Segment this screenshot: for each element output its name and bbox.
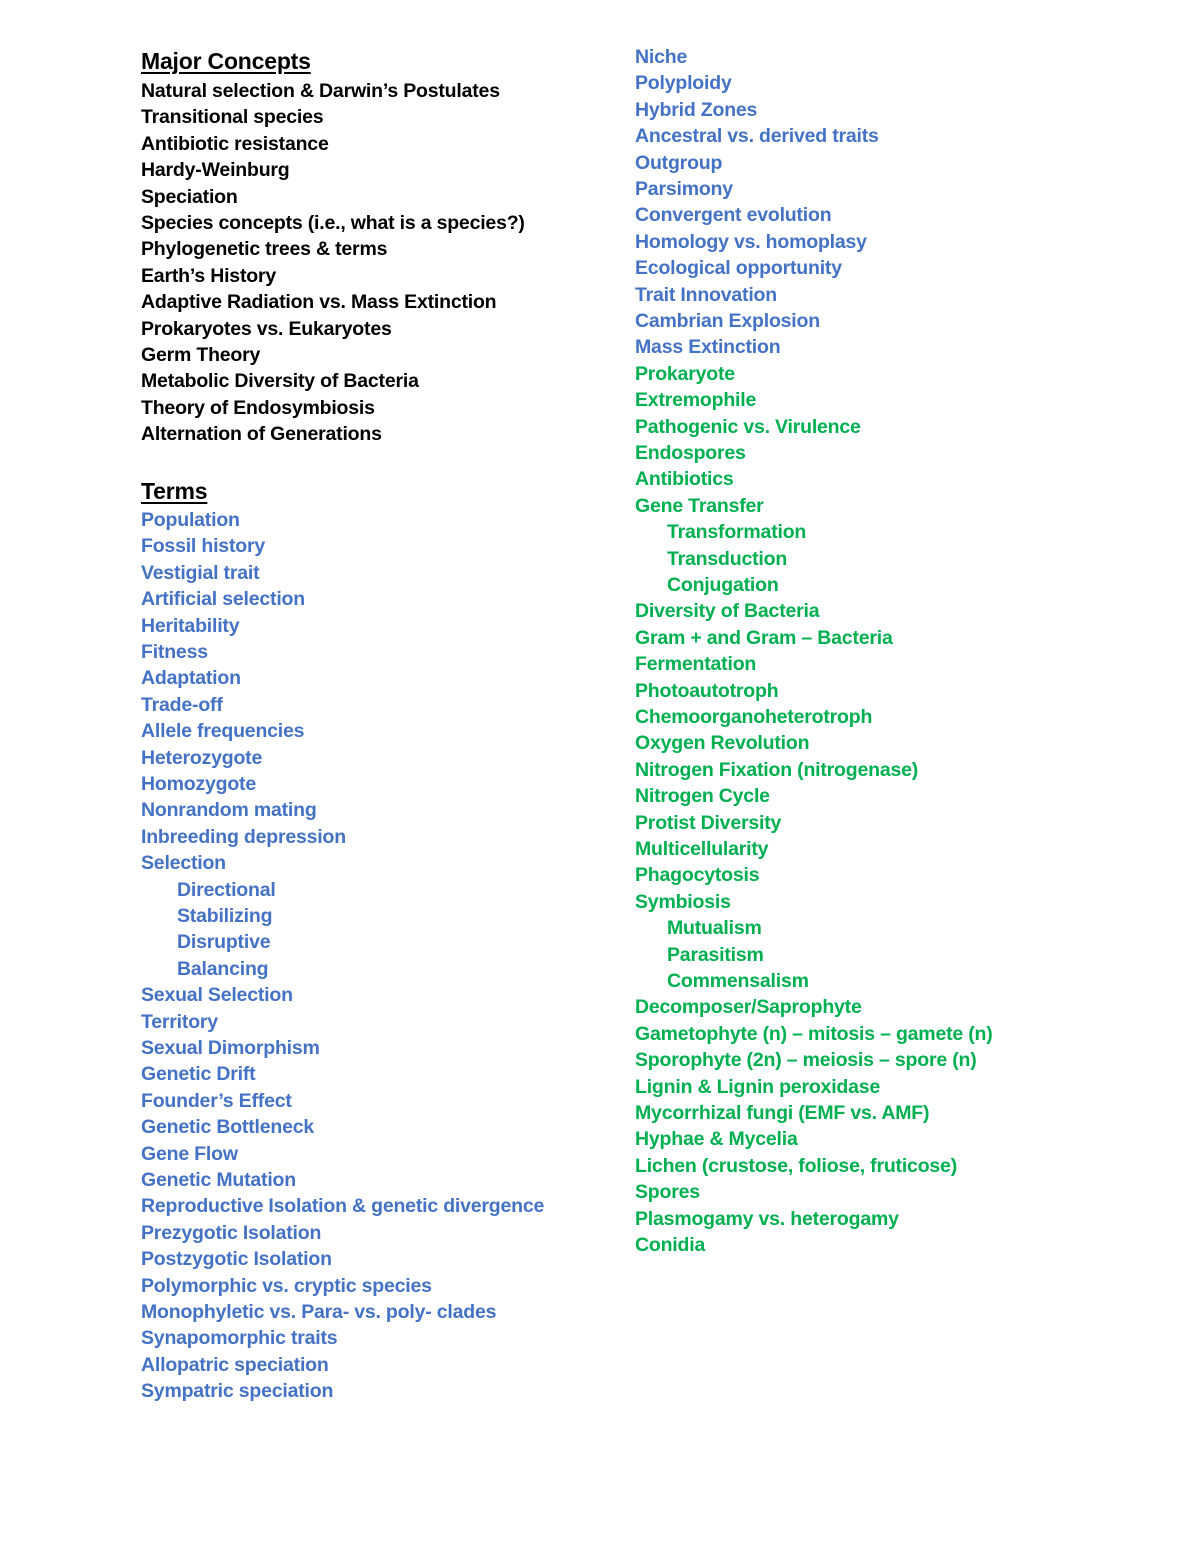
concept-item: Species concepts (i.e., what is a species?) bbox=[141, 212, 525, 234]
term-item: Inbreeding depression bbox=[141, 825, 346, 848]
term-item: Mass Extinction bbox=[635, 336, 781, 359]
term-item: Monophyletic vs. Para- vs. poly- clades bbox=[141, 1301, 497, 1323]
concept-item: Antibiotic resistance bbox=[141, 132, 329, 155]
term-item: Decomposer/Saprophyte bbox=[635, 996, 862, 1019]
term-item: Phagocytosis bbox=[635, 864, 760, 887]
term-item: Lignin & Lignin peroxidase bbox=[635, 1075, 881, 1098]
term-item: Outgroup bbox=[635, 151, 723, 174]
term-item: Balancing bbox=[177, 957, 269, 980]
term-item: Reproductive Isolation & genetic divergence bbox=[141, 1195, 545, 1218]
major-concepts-heading: Major Concepts bbox=[141, 48, 311, 74]
term-item: Genetic Drift bbox=[141, 1063, 256, 1086]
term-item: Oxygen Revolution bbox=[635, 732, 810, 755]
term-item: Ancestral vs. derived traits bbox=[635, 125, 879, 148]
term-item: Founder’s Effect bbox=[141, 1089, 292, 1112]
term-item: Conjugation bbox=[667, 574, 779, 596]
term-item: Endospores bbox=[635, 442, 746, 464]
term-item: Pathogenic vs. Virulence bbox=[635, 415, 861, 438]
term-item: Sporophyte (2n) – meiosis – spore (n) bbox=[635, 1049, 977, 1072]
concept-item: Prokaryotes vs. Eukaryotes bbox=[141, 317, 392, 340]
term-item: Niche bbox=[635, 46, 688, 68]
term-item: Fermentation bbox=[635, 653, 757, 676]
concept-item: Adaptive Radiation vs. Mass Extinction bbox=[141, 291, 497, 314]
term-item: Protist Diversity bbox=[635, 811, 782, 834]
term-item: Synapomorphic traits bbox=[141, 1327, 338, 1350]
term-item: Multicellularity bbox=[635, 838, 769, 860]
term-item: Gram + and Gram – Bacteria bbox=[635, 626, 893, 649]
term-item: Sympatric speciation bbox=[141, 1380, 334, 1403]
term-item: Hybrid Zones bbox=[635, 98, 758, 121]
term-item: Stabilizing bbox=[177, 905, 273, 927]
term-item: Mutualism bbox=[667, 917, 762, 940]
term-item: Trade-off bbox=[141, 693, 223, 716]
term-item: Vestigial trait bbox=[141, 561, 260, 584]
term-item: Allopatric speciation bbox=[141, 1353, 329, 1376]
term-item: Transformation bbox=[667, 521, 807, 544]
term-item: Prezygotic Isolation bbox=[141, 1221, 322, 1244]
term-item: Conidia bbox=[635, 1234, 706, 1256]
term-item: Heritability bbox=[141, 614, 240, 637]
concept-item: Speciation bbox=[141, 185, 238, 208]
term-item: Homology vs. homoplasy bbox=[635, 230, 867, 253]
term-item: Cambrian Explosion bbox=[635, 310, 820, 332]
term-item: Adaptation bbox=[141, 667, 241, 690]
term-item: Fossil history bbox=[141, 535, 265, 558]
term-item: Photoautotroph bbox=[635, 679, 779, 702]
term-item: Nitrogen Fixation (nitrogenase) bbox=[635, 758, 919, 781]
term-item: Polyploidy bbox=[635, 72, 732, 95]
term-item: Homozygote bbox=[141, 773, 257, 795]
term-item: Chemoorganoheterotroph bbox=[635, 706, 873, 728]
concept-item: Germ Theory bbox=[141, 344, 261, 366]
term-item: Artificial selection bbox=[141, 588, 305, 611]
term-item: Prokaryote bbox=[635, 362, 735, 385]
term-item: Spores bbox=[635, 1181, 700, 1204]
terms-heading: Terms bbox=[141, 478, 208, 504]
term-item: Antibiotics bbox=[635, 468, 734, 491]
term-item: Gene Flow bbox=[141, 1142, 238, 1165]
term-item: Hyphae & Mycelia bbox=[635, 1128, 798, 1151]
term-item: Polymorphic vs. cryptic species bbox=[141, 1274, 432, 1297]
term-item: Mycorrhizal fungi (EMF vs. AMF) bbox=[635, 1102, 930, 1124]
term-item: Parsimony bbox=[635, 178, 733, 200]
term-item: Allele frequencies bbox=[141, 720, 305, 743]
term-item: Selection bbox=[141, 852, 226, 875]
term-item: Lichen (crustose, foliose, fruticose) bbox=[635, 1154, 957, 1177]
term-item: Fitness bbox=[141, 641, 208, 663]
term-item: Commensalism bbox=[667, 970, 809, 992]
term-item: Nonrandom mating bbox=[141, 799, 317, 822]
term-item: Directional bbox=[177, 878, 276, 901]
term-item: Disruptive bbox=[177, 931, 271, 954]
term-item: Genetic Mutation bbox=[141, 1169, 296, 1191]
term-item: Territory bbox=[141, 1010, 218, 1033]
term-item: Genetic Bottleneck bbox=[141, 1116, 315, 1139]
concept-item: Theory of Endosymbiosis bbox=[141, 396, 375, 419]
term-item: Sexual Selection bbox=[141, 984, 293, 1007]
term-item: Symbiosis bbox=[635, 890, 731, 913]
term-item: Parasitism bbox=[667, 943, 764, 966]
term-item: Convergent evolution bbox=[635, 204, 832, 227]
concept-item: Transitional species bbox=[141, 106, 324, 129]
term-item: Transduction bbox=[667, 547, 788, 570]
term-item: Heterozygote bbox=[141, 746, 263, 769]
term-item: Plasmogamy vs. heterogamy bbox=[635, 1207, 899, 1230]
term-item: Ecological opportunity bbox=[635, 257, 842, 280]
concept-item: Earth’s History bbox=[141, 264, 276, 287]
concept-item: Metabolic Diversity of Bacteria bbox=[141, 370, 419, 393]
concept-item: Hardy-Weinburg bbox=[141, 159, 290, 182]
term-item: Extremophile bbox=[635, 389, 757, 412]
concept-item: Natural selection & Darwin’s Postulates bbox=[141, 80, 500, 102]
term-item: Population bbox=[141, 509, 240, 531]
term-item: Trait Innovation bbox=[635, 283, 777, 306]
term-item: Postzygotic Isolation bbox=[141, 1248, 332, 1271]
term-item: Gene Transfer bbox=[635, 494, 764, 517]
term-item: Nitrogen Cycle bbox=[635, 785, 770, 808]
term-item: Diversity of Bacteria bbox=[635, 600, 820, 623]
term-item: Sexual Dimorphism bbox=[141, 1037, 320, 1059]
concept-item: Phylogenetic trees & terms bbox=[141, 238, 388, 261]
term-item: Gametophyte (n) – mitosis – gamete (n) bbox=[635, 1022, 993, 1045]
concept-item: Alternation of Generations bbox=[141, 423, 382, 446]
